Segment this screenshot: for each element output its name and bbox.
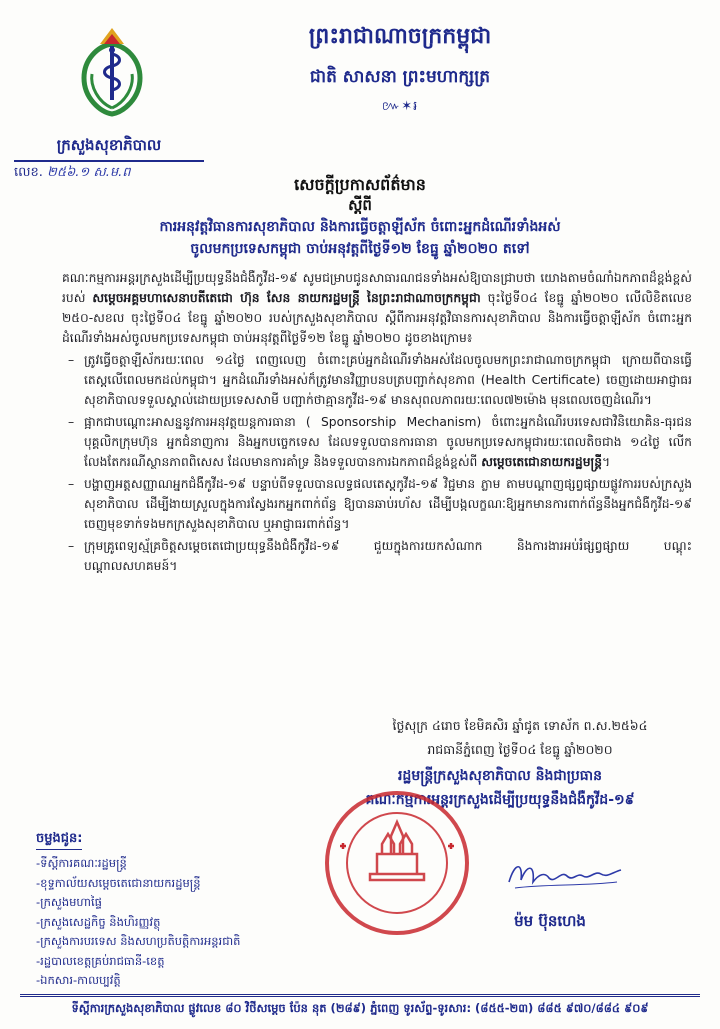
heading-line-2: ចូលមកប្រទេសកម្ពុជា ចាប់អនុវត្តពីថ្ងៃទី១២ ខែធ្នូ ឆ្នាំ២០២០ តទៅ: [190, 241, 530, 257]
intro-text-a: គណៈកម្មការអន្តរក្រសួងដើម្បីប្រយុទ្ធនឹងជំងឺកូវីដ-១៩ សូមជម្រាបជូនសាធារណជនទាំងអស់ឱ្យបានជ្រាបថា យោងតាមចំណាំឯកភាពដ៏ខ្ពង់ខ្ពស់របស់: [62, 271, 692, 305]
point-2-text: ផ្អាកជាបណ្ដោះអាសន្ននូវការអនុវត្តយន្តការធានា ( Sponsorship Mechanism) ចំពោះអ្នកដំណើរបរទេសជាវិនិយោគិន-ធុរជន បុគ្គលិកក្រុមហ៊ុន អ្នកជំនាញការ និងអ្នកបច្ចេកទេស ដែលទទួលបានការធានា ចូលមកប្រទេសកម្ពុជារយៈពេលតិចជាង ១៤ថ្ងៃ លើកលែងតែករណីស្ថានភាពពិសេស ដែលមានការគាំទ្រ និងទទួលបានការឯកភាពដ៏ខ្ពង់ខ្ពស់ពី: [84, 415, 692, 469]
recipients-block: [36, 830, 286, 991]
footer-address: ទីស្ដីការក្រសួងសុខាភិបាល ផ្លូវលេខ ៨០ វិថីសម្ដេច ប៉ែន នុត (២៨៩) ភ្នំពេញ ទូរស័ព្ទ-ទូរសារ: (៨៥៥-២៣) ៨៨៥ ៩៧០/៨៨៤ ៩០៩: [71, 1001, 649, 1015]
reference-value: ២៥៦.១ ស.ម.ព: [47, 165, 131, 180]
kingdom-heading: ព្រះរាជាណាចក្រកម្ពុជា: [308, 23, 492, 49]
recipients-list: [36, 854, 286, 991]
intro-text-b: ចុះថ្ងៃទី០៤ ខែធ្នូ ឆ្នាំ២០២០ លើលិខិតលេខ ២៥០-សខល ចុះថ្ងៃទី០៤ ខែធ្នូ ឆ្នាំ២០២០ របស់ក្រសួងសុខាភិបាល ស្ដីពីការអនុវត្តវិធានការសុខាភិបាល និងការធ្វើចត្តាឡីស័ក ចំពោះអ្នកដំណើរទាំងអស់ចូលមកប្រទេសកម្ពុជា ចាប់អនុវត្តពីថ្ងៃទី១២ ខែធ្នូ ឆ្នាំ២០២០ ដូចខាងក្រោម៖: [62, 291, 693, 345]
footer-divider: [20, 994, 700, 997]
signatory-title-line-2: គណៈកម្មការអន្តរក្រសួងដើម្បីប្រយុទ្ធនឹងជំងឺកូវីដ-១៩: [365, 792, 635, 808]
point-2-bold: សម្ដេចតេជោនាយករដ្ឋមន្ត្រី: [481, 455, 603, 469]
document-heading: [60, 216, 660, 260]
handwritten-signature: [505, 852, 625, 896]
intro-paragraph: [62, 268, 692, 348]
list-item: -ក្រសួងមហាផ្ទៃ: [36, 895, 102, 909]
list-item: -ខុទ្ទកាល័យសម្ដេចតេជោនាយករដ្ឋមន្ត្រី: [36, 875, 201, 890]
lunar-date: ថ្ងៃសុក្រ ៤រោច ខែមិគសិរ ឆ្នាំជូត ទោស័ក ព.ស.២៥៦៤: [392, 718, 648, 733]
document-body: [62, 268, 692, 576]
point-2-end: ។: [602, 455, 611, 469]
signer-name: ម៉ម ប៊ុនហេង: [514, 912, 586, 930]
intro-text-bold: សម្ដេចអគ្គមហាសេនាបតីតេជោ ហ៊ុន សែន នាយករដ្ឋមន្ត្រី នៃព្រះរាជាណាចក្រកម្ពុជា: [92, 291, 481, 305]
list-item: [62, 412, 692, 472]
list-item: – ត្រូវធ្វើចត្តាឡីស័ករយៈពេល ១៤ថ្ងៃ ពេញលេញ ចំពោះគ្រប់អ្នកដំណើរទាំងអស់ដែលចូលមកព្រះរាជាណាចក្រកម្ពុជា ក្រោយពីបានធ្វើតេស្តលើពេលមកដល់កម្ពុជា។ អ្នកដំណើរទាំងអស់ក៏ត្រូវមានវិញ្ញាបនបត្របញ្ជាក់សុខភាព (Health Certificate) ចេញដោយអាជ្ញាធរសុខាភិបាលទទួលស្គាល់ដោយប្រទេសសាមី បញ្ជាក់ថាគ្មានកូវីដ-១៩ មានសុពលភាពរយៈពេល៧២ម៉ោង មុនពេលចេញដំណើរ។: [62, 350, 692, 410]
date-block: [350, 714, 690, 762]
list-item: -ក្រសួងសេដ្ឋកិច្ច និងហិរញ្ញវត្ថុ: [36, 914, 161, 929]
list-item: – បង្ហាញអត្តសញ្ញាណអ្នកជំងឺកូវីដ-១៩ បន្ទាប់ពីទទួលបានលទ្ធផលតេស្តកូវីដ-១៩ វិជ្ជមាន ភ្លាម តាមបណ្ដាញផ្សព្វផ្សាយផ្លូវការរបស់ក្រសួងសុខាភិបាល ដើម្បីងាយស្រួលក្នុងការស្វែងរកអ្នកពាក់ព័ន្ធ ឱ្យបានឆាប់រហ័ស ដើម្បីបង្កលក្ខណៈឱ្យអ្នកមានការពាក់ព័ន្ធនឹងអ្នកជំងឺកូវីដ-១៩ ចេញមុខទាក់ទងមកក្រសួងសុខាភិបាល ឬអាជ្ញាធរពាក់ព័ន្ធ។: [62, 474, 692, 534]
document-subtitle: ស្ដីពី: [348, 196, 372, 214]
list-item: – ក្រុមគ្រូពេទ្យស្ម័គ្រចិត្តសម្ដេចតេជោប្រយុទ្ធនឹងជំងឺកូវីដ-១៩ ជួយក្នុងការយកសំណាក និងការងារអប់រំផ្សព្វផ្សាយ បណ្ដុះបណ្ដាលសហគមន៍។: [62, 536, 692, 576]
reference-prefix: លេខ.: [14, 165, 43, 180]
ornament-divider: ៚✶៛: [381, 99, 419, 114]
signatory-title-line-1: រដ្ឋមន្ត្រីក្រសួងសុខាភិបាល និងជាប្រធាន: [397, 768, 602, 784]
list-item: -ឯកសារ-កាលប្បវត្តិ: [36, 973, 121, 987]
heading-line-1: ការអនុវត្តវិធានការសុខាភិបាល និងការធ្វើចត្តាឡីស័ក ចំពោះអ្នកដំណើរទាំងអស់: [159, 219, 561, 235]
recipients-label: ចម្លងជូន:: [36, 830, 82, 850]
official-seal: [322, 788, 472, 938]
measures-list: [62, 350, 692, 576]
ministry-logo: [62, 24, 162, 124]
list-item: -ទីស្ដីការគណៈរដ្ឋមន្ត្រី: [36, 856, 127, 870]
national-motto: ជាតិ សាសនា ព្រះមហាក្សត្រ: [309, 67, 491, 87]
list-item: -ក្រសួងការបរទេស និងសហប្រតិបត្តិការអន្តរជាតិ: [36, 934, 241, 948]
solar-date: រាជធានីភ្នំពេញ ថ្ងៃទី០៤ ខែធ្នូ ឆ្នាំ២០២០: [427, 742, 613, 757]
ministry-name: ក្រសួងសុខាភិបាល: [14, 136, 204, 162]
document-title: សេចក្ដីប្រកាសព័ត៌មាន: [294, 175, 426, 194]
list-item: -រដ្ឋបាលខេត្តគ្រប់រាជធានី-ខេត្ត: [36, 953, 165, 968]
